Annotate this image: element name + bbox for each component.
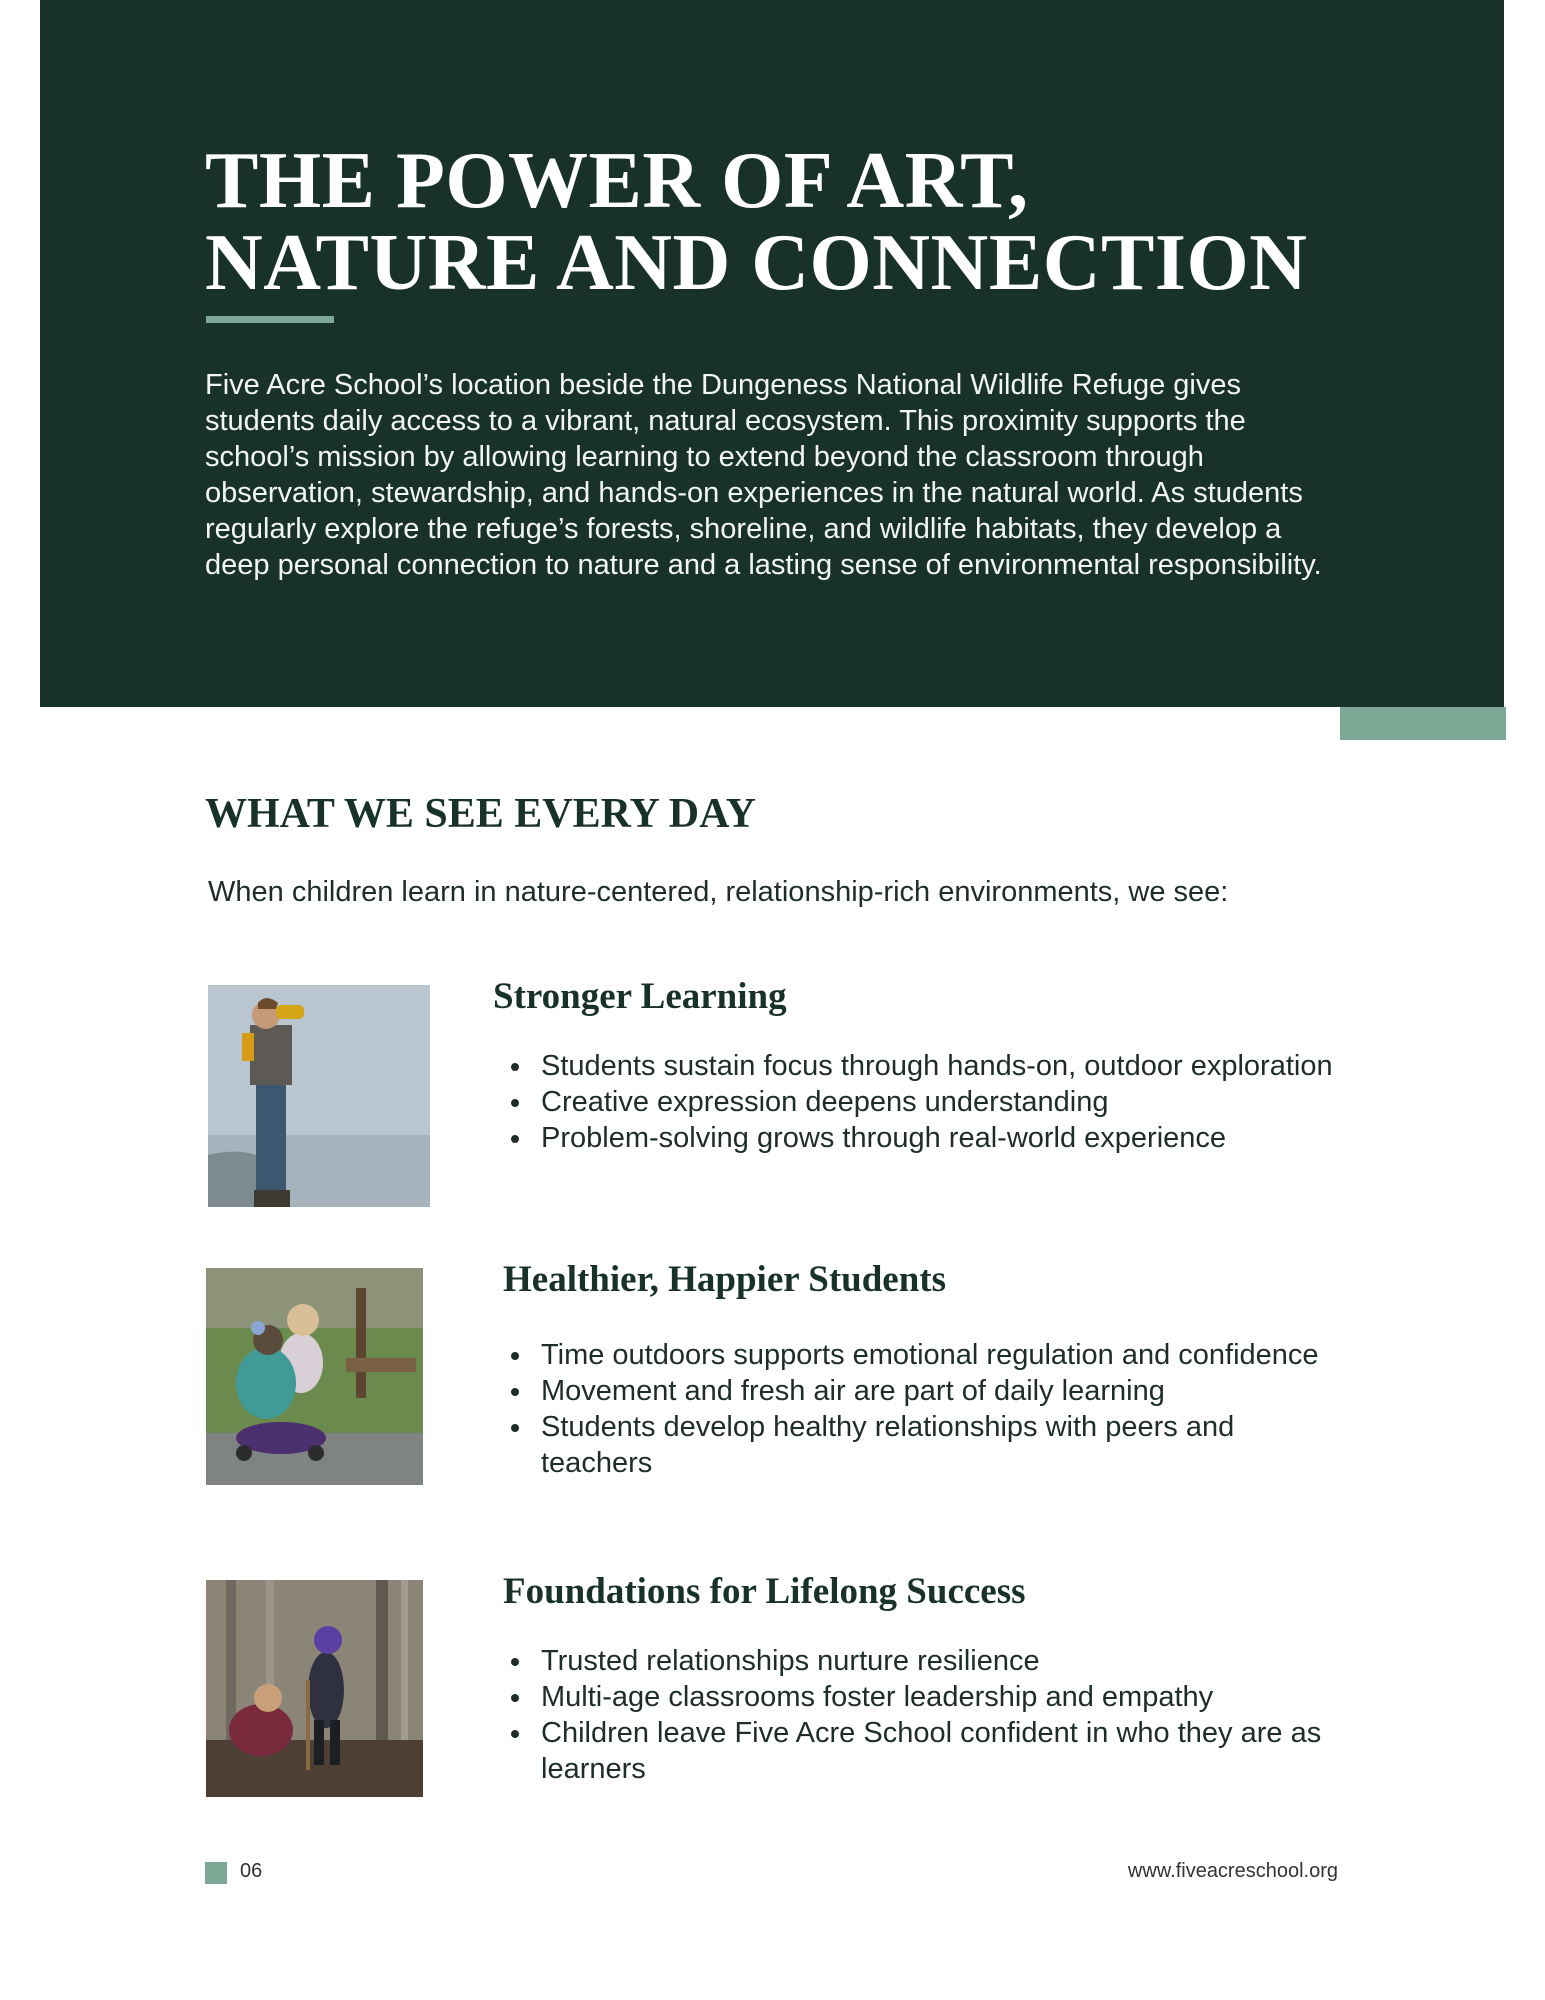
website-url[interactable]: www.fiveacreschool.org xyxy=(1127,1860,1338,1882)
footer-accent-square xyxy=(205,1862,227,1884)
photo-children-playground xyxy=(206,1268,423,1485)
page-number: 06 xyxy=(240,1860,263,1882)
feature-list-stronger-learning xyxy=(493,1048,1353,1156)
list-item: Children leave Five Acre School confident in who they are as learners xyxy=(493,1715,1353,1787)
accent-block xyxy=(1340,707,1506,740)
page-title-line-1: THE POWER OF ART, xyxy=(205,137,1029,225)
feature-title-lifelong-success: Foundations for Lifelong Success xyxy=(503,1571,1026,1612)
feature-title-healthier-students: Healthier, Happier Students xyxy=(503,1259,947,1300)
list-item: Multi-age classrooms foster leadership and empathy xyxy=(493,1679,1353,1715)
list-item: Trusted relationships nurture resilience xyxy=(493,1643,1353,1679)
list-item: Students sustain focus through hands-on, outdoor exploration xyxy=(493,1048,1353,1084)
section-title: WHAT WE SEE EVERY DAY xyxy=(205,791,756,837)
list-item: Students develop healthy relationships with peers and teachers xyxy=(493,1409,1353,1481)
list-item: Time outdoors supports emotional regulation and confidence xyxy=(493,1337,1353,1373)
page-title xyxy=(205,137,1308,307)
list-item: Problem-solving grows through real-world experience xyxy=(493,1120,1353,1156)
feature-list-healthier-students xyxy=(493,1337,1353,1481)
page-title-line-2: NATURE AND CONNECTION xyxy=(205,219,1308,307)
list-item: Movement and fresh air are part of daily learning xyxy=(493,1373,1353,1409)
section-intro: When children learn in nature-centered, relationship-rich environments, we see: xyxy=(208,876,1229,908)
photo-child-binoculars xyxy=(208,985,430,1207)
feature-list-lifelong-success xyxy=(493,1643,1353,1787)
photo-children-forest xyxy=(206,1580,423,1797)
hero-paragraph: Five Acre School’s location beside the Dungeness National Wildlife Refuge gives students daily access to a vibrant, natural ecosystem. This proximity supports the school’s mission by allowing learning to extend beyond the classroom through observation, stewardship, and hands-on experiences in the natural world. As students regularly explore the refuge’s forests, shoreline, and wildlife habitats, they develop a deep personal connection to nature and a lasting sense of environmental responsibility. xyxy=(205,369,1322,581)
feature-title-stronger-learning: Stronger Learning xyxy=(493,976,787,1017)
list-item: Creative expression deepens understanding xyxy=(493,1084,1353,1120)
hero-banner xyxy=(40,0,1504,707)
title-underline xyxy=(206,316,334,323)
